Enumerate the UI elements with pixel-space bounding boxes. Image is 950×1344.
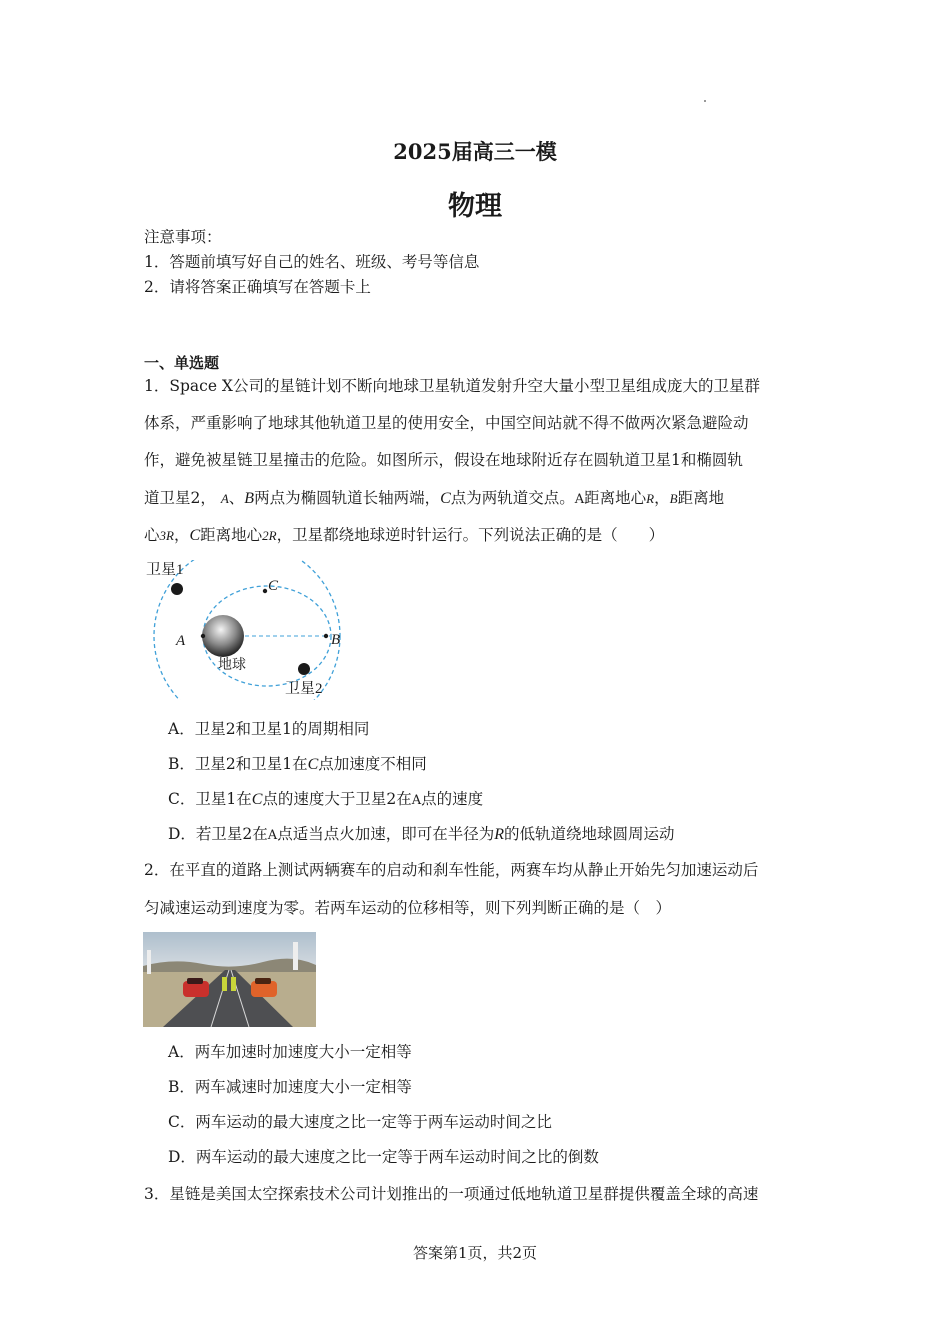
math-symbol: B [669,491,678,506]
q1-line: 体系，严重影响了地球其他轨道卫星的使用安全，中国空间站就不得不做两次紧急避险动 [144,414,749,432]
text: D．若卫星2在 [168,825,268,843]
earth-icon [202,615,244,657]
point-b [324,634,328,638]
q1-option-d [168,824,675,846]
text: 点的速度 [421,790,484,808]
text: ， [173,526,190,544]
text: 、 [228,489,245,507]
math-symbol: C [307,756,319,773]
text: 点的速度大于卫星2在 [262,790,412,808]
text: C．卫星1在 [168,790,252,808]
circular-orbit [154,560,340,700]
label-c: C [268,578,279,594]
point-c [263,589,267,593]
stray-mark [704,100,706,102]
race-track-photo [143,932,316,1027]
text: 点加速度不相同 [318,755,427,773]
label-a: A [176,633,186,649]
notice-heading: 注意事项： [144,228,222,246]
subject-title: 物理 [448,191,502,222]
q2-line: 匀减速运动到速度为零。若两车运动的位移相等，则下列判断正确的是（ ） [144,899,672,917]
text: 道卫星2， [144,489,216,507]
label-earth: 地球 [218,658,246,673]
q2-option-b: B．两车减速时加速度大小一定相等 [168,1078,412,1096]
text: 点为两轨道交点。 [450,489,575,507]
math-symbol: R [646,491,655,506]
math-symbol: R [494,826,504,843]
math-symbol: C [440,490,451,507]
text: 点适当点火加速，即可在半径为 [277,825,495,843]
orbit-diagram [140,560,360,700]
notice-item: 2．请将答案正确填写在答题卡上 [144,278,371,296]
math-symbol: B [244,490,255,507]
text: ， [654,489,670,507]
point-a [201,634,205,638]
text: ，卫星都绕地球逆时针运行。下列说法正确的是（ ） [276,526,665,544]
text: B．卫星2和卫星1在 [168,755,308,773]
text: 距离地 [677,489,725,507]
text: 距离地心 [200,526,263,544]
exam-title: 2025届高三一模 [393,139,557,164]
text: 的低轨道绕地球圆周运动 [503,825,675,843]
label-satellite-1: 卫星1 [146,562,184,578]
text: 心 [144,526,160,544]
q2-option-d: D．两车运动的最大速度之比一定等于两车运动时间之比的倒数 [168,1148,599,1166]
math-symbol: 2R [262,528,277,543]
q1-line-4 [144,488,724,510]
satellite-2-icon [298,663,310,675]
q2-option-c: C．两车运动的最大速度之比一定等于两车运动时间之比 [168,1113,552,1131]
satellite-1-icon [171,583,183,595]
page-footer: 答案第1页，共2页 [412,1244,538,1262]
text: 两点为椭圆轨道长轴两端， [254,489,441,507]
label-satellite-2: 卫星2 [285,681,323,697]
math-symbol: A [267,828,278,843]
math-symbol: A [411,793,422,808]
math-symbol: 3R [159,528,174,543]
q1-option-b [168,754,427,775]
section-title: 一、单选题 [144,354,220,372]
math-symbol: C [189,527,201,544]
math-symbol: A [220,491,229,506]
q1-option-a: A．卫星2和卫星1的周期相同 [168,720,370,738]
q2-option-a: A．两车加速时加速度大小一定相等 [168,1043,412,1061]
notice-item: 1．答题前填写好自己的姓名、班级、考号等信息 [144,253,480,271]
q3-line: 3．星链是美国太空探索技术公司计划推出的一项通过低地轨道卫星群提供覆盖全球的高速 [144,1185,759,1203]
math-symbol: A [574,492,585,507]
q1-option-c [168,789,483,811]
math-symbol: C [251,791,263,808]
q1-line: 作，避免被星链卫星撞击的危险。如图所示，假设在地球附近存在圆轨道卫星1和椭圆轨 [144,451,743,469]
q1-line-5 [144,525,664,546]
q2-line: 2．在平直的道路上测试两辆赛车的启动和刹车性能，两赛车均从静止开始先匀加速运动后 [144,861,759,879]
text: 距离地心 [584,489,647,507]
q1-line: 1．Space X公司的星链计划不断向地球卫星轨道发射升空大量小型卫星组成庞大的卫星群 [144,377,760,395]
label-b: B [331,632,341,648]
